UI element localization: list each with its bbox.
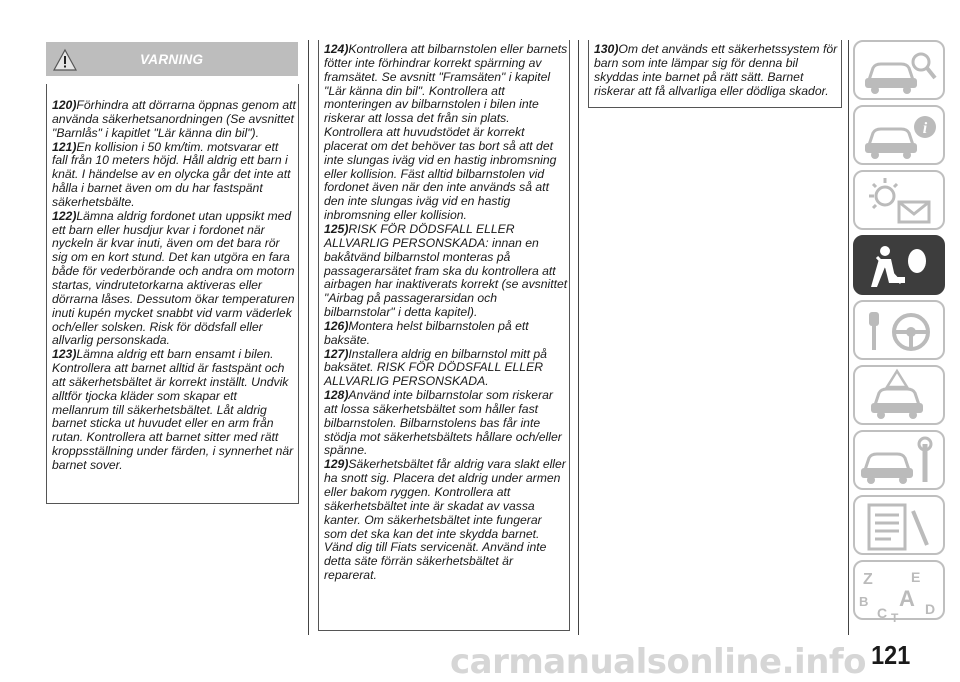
chapter-tab-starting-driving[interactable] (853, 300, 945, 360)
chapter-tab-emergency[interactable] (853, 365, 945, 425)
warning-column-2 (324, 43, 568, 583)
column-rule-2 (578, 40, 579, 635)
svg-text:B: B (859, 594, 869, 609)
column-rule-3 (848, 40, 849, 635)
car-warning-icon (855, 367, 947, 427)
chapter-tab-technical-data[interactable] (853, 495, 945, 555)
car-wrench-icon (855, 432, 947, 492)
item-number: 122) (52, 208, 77, 223)
item-number: 124) (324, 42, 349, 56)
svg-text:A: A (899, 586, 915, 611)
svg-text:D: D (925, 601, 936, 617)
item-text: RISK FÖR DÖDSFALL ELLER ALLVARLIG PERSONSKADA: innan en bakåtvänd bilbarnstol monteras på passagerarsätet fram ska du kontrollera att airbagen har inaktiverats korrekt (se avsnittet "Airbag på passagerarsidan och bilbarnstolar" i detta kapitel). (324, 221, 568, 320)
item-text: Lämna aldrig ett barn ensamt i bilen. Kontrollera att barnet alltid är fastspänt och att säkerhetsbältet är korrekt inställt. Undvik alltför tjocka kläder som skapar ett mellanrum till säkerhetsbältet. Låt aldrig barnet sticka ut huvudet eller en arm från rutan. Kontrollera att barnet sitter med rätt kroppsställning under färden, i synnerhet när barnet sover. (52, 347, 294, 472)
airbag-seat-icon (855, 237, 947, 297)
car-info-icon (855, 107, 947, 167)
item-text: Säkerhetsbältet får aldrig vara slakt eller ha snott sig. Placera det aldrig under armen eller bakom ryggen. Kontrollera att säkerhetsbältet inte är skadat av vassa kanter. Om säkerhetsbältet inte fungerar som det ska kan det inte skydda barnet. Vänd dig till Fiats servicenät. Använd inte detta säte förrän säkerhetsbältet är reparerat. (324, 457, 566, 583)
warning-item-129 (324, 458, 568, 583)
steering-wheel-key-icon (855, 302, 947, 362)
chapter-tab-maintenance[interactable] (853, 430, 945, 490)
item-number: 130) (594, 42, 619, 56)
item-text: Montera helst bilbarnstolen på ett baksäte. (324, 318, 529, 347)
column-rule-1 (308, 40, 309, 635)
warning-triangle-icon (53, 48, 77, 72)
item-number: 127) (324, 346, 349, 361)
warning-item-125 (324, 223, 568, 320)
chapter-tab-knowing-car[interactable] (853, 40, 945, 100)
warning-item-122 (52, 210, 297, 348)
car-search-icon (855, 42, 947, 102)
item-number: 120) (52, 98, 77, 112)
svg-text:i: i (922, 120, 928, 137)
svg-text:C: C (877, 605, 888, 621)
warning-item-124 (324, 43, 568, 223)
item-number: 128) (324, 388, 349, 403)
svg-text:T: T (891, 611, 899, 622)
warning-item-130 (594, 43, 840, 98)
checklist-icon (855, 497, 947, 557)
item-number: 121) (52, 139, 77, 154)
watermark: carmanualsonline.info (450, 642, 867, 682)
item-text: Kontrollera att bilbarnstolen eller barnets fötter inte förhindrar korrekt spärrning av framsätet. Se avsnitt "Framsäten" i kapitel "Lär känna din bil". Kontrollera att monteringen av bilbarnstolen i bilen inte riskerar att lossa det från sin plats. Kontrollera att huvudstödet är korrekt placerat om det behöver tas bort så att det inte slungas iväg vid en hastig inbromsning eller kollision. Fäst alltid bilbarnstolen vid fordonet även när den inte används så att den inte slungas iväg vid en hastig inbromsning eller kollision. (324, 42, 568, 223)
warning-item-127 (324, 348, 568, 390)
warning-title: VARNING (140, 52, 204, 67)
item-text: Installera aldrig en bilbarnstol mitt på baksätet. RISK FÖR DÖDSFALL ELLER ALLVARLIG PERSONSKADA. (324, 346, 547, 389)
item-text: Lämna aldrig fordonet utan uppsikt med ett barn eller husdjur kvar i fordonet när nyckeln är kvar inuti, även om det bara rör sig om en kort stund. Det kan utgöra en fara både för vederbörande och andra om motorn startas, vindrutetorkarna aktiveras eller dörrarna låses. Dessutom ökar temperaturen inuti kupén mycket snabbt vid varm väderlek och/eller solsken. Risk för dödsfall eller allvarlig personskada. (52, 208, 295, 348)
item-number: 123) (52, 347, 77, 362)
item-text: En kollision i 50 km/tim. motsvarar ett fall från 10 meters höjd. Håll aldrig ett barn i knät. I händelse av en olycka går det inte att hålla i barnet även om du har fastspänt säkerhetsbälte. (52, 139, 291, 209)
chapter-tab-index[interactable] (853, 560, 945, 620)
warning-item-126 (324, 320, 568, 348)
warning-item-120 (52, 99, 297, 141)
page-number: 121 (871, 640, 911, 670)
alphabet-index-icon (855, 562, 947, 622)
item-text: Använd inte bilbarnstolar som riskerar att lossa säkerhetsbältet som håller fast bilbarnstolen. Bilbarnstolens bas får inte stödja mot säkerhetsbältets hållare och/eller spänne. (324, 388, 562, 458)
chapter-tab-safety[interactable] (853, 235, 945, 295)
svg-text:Z: Z (863, 571, 873, 588)
item-number: 125) (324, 221, 349, 236)
item-number: 129) (324, 457, 349, 472)
warning-light-message-icon (855, 172, 947, 232)
warning-item-128 (324, 389, 568, 458)
svg-text:E: E (911, 569, 921, 585)
item-number: 126) (324, 318, 349, 333)
chapter-tab-info[interactable] (853, 105, 945, 165)
warning-column-3 (594, 43, 840, 98)
item-text: Om det används ett säkerhetssystem för barn som inte lämpar sig för denna bil skyddas inte barnet på rätt sätt. Barnet riskerar att få allvarliga eller dödliga skador. (594, 42, 838, 98)
warning-item-123 (52, 348, 297, 473)
warning-column-1 (52, 99, 297, 473)
warning-item-121 (52, 141, 297, 210)
item-text: Förhindra att dörrarna öppnas genom att använda säkerhetsanordningen (Se avsnittet "Barnlås" i kapitlet "Lär känna din bil"). (52, 98, 296, 140)
chapter-tab-warning-lights[interactable] (853, 170, 945, 230)
